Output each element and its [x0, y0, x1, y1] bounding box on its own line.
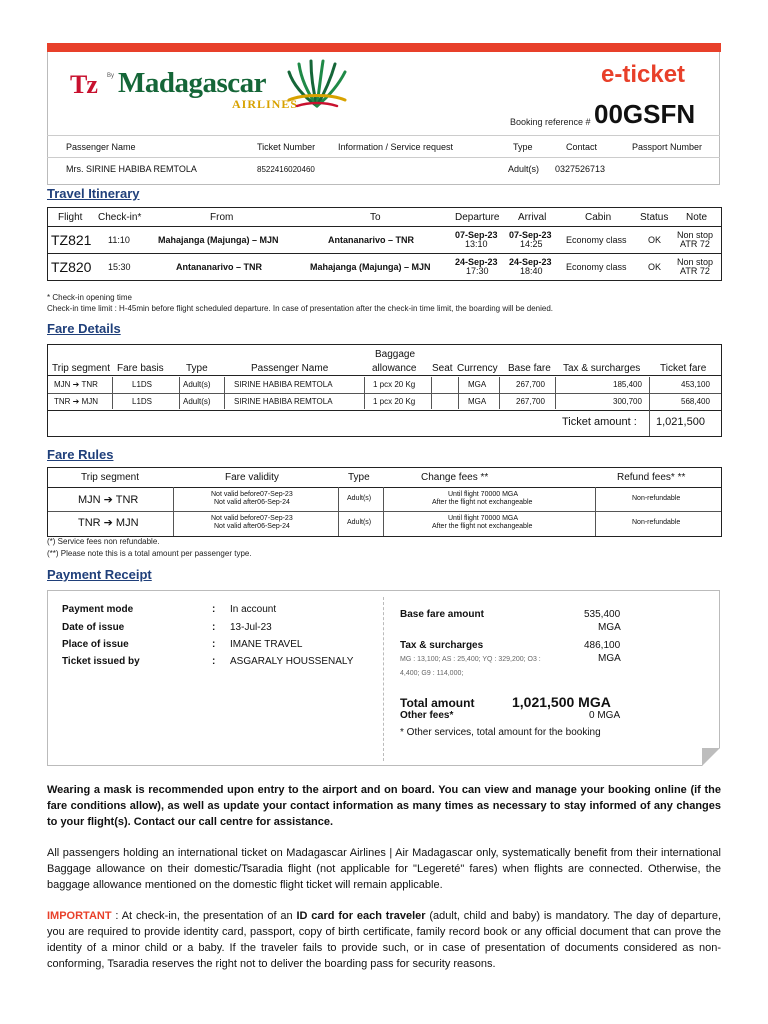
- rules-segment: MJN ➔ TNR: [78, 494, 139, 506]
- tax-label: Tax & surcharges: [400, 640, 484, 651]
- itin-dep-date: 07-Sep-23: [455, 230, 498, 240]
- other-fees-label: Other fees*: [400, 710, 454, 721]
- base-fare-currency: MGA: [598, 622, 621, 633]
- fare-segment: TNR ➔ MJN: [54, 397, 99, 406]
- itin-dep-date: 24-Sep-23: [455, 257, 498, 267]
- rules-segment: TNR ➔ MJN: [78, 517, 139, 529]
- divider: [47, 135, 720, 136]
- passenger-name: Mrs. SIRINE HABIBA REMTOLA: [66, 164, 197, 174]
- header-accent-bar: [47, 43, 721, 52]
- fare-header-baggage: Baggage: [375, 349, 416, 360]
- itinerary-note: Check-in time limit : H-45min before flight scheduled departure. In case of presentation after the check-in time limit, the boarding will be denied.: [47, 304, 554, 313]
- mask-notice: Wearing a mask is recommended upon entry to the airport and on board. You can view and manage your booking online (if the fare conditions allow), as well as update your contact information as many times as necessary to stay informed of any changes to your flight(s). Contact our call centre for assistance.: [47, 784, 721, 828]
- ticket-issued-by: ASGARALY HOUSSENALY: [230, 656, 354, 667]
- receipt-divider: [383, 597, 384, 761]
- fare-type: Adult(s): [183, 397, 211, 406]
- section-fare-rules: Fare Rules: [47, 447, 114, 462]
- ticket-issued-by-label: Ticket issued by: [62, 656, 140, 667]
- itin-dep-time: 17:30: [466, 266, 489, 276]
- fare-currency: MGA: [468, 397, 487, 406]
- itin-note: Non stop: [677, 230, 714, 240]
- rules-header-type: Type: [348, 472, 370, 483]
- rules-refund: Non-refundable: [632, 495, 681, 502]
- rules-change: After the flight not exchangeable: [432, 523, 533, 530]
- itin-cabin: Economy class: [566, 235, 627, 245]
- itin-status: OK: [648, 235, 662, 245]
- fare-baggage: 1 pcx 20 Kg: [373, 397, 416, 406]
- itin-flight: TZ820: [51, 259, 92, 275]
- fare-rules-table: [47, 467, 722, 537]
- itin-header-departure: Departure: [455, 212, 500, 223]
- section-fare-details: Fare Details: [47, 321, 121, 336]
- tax-detail: 4,400; G9 : 114,000;: [400, 670, 464, 677]
- fare-passenger: SIRINE HABIBA REMTOLA: [234, 380, 333, 389]
- itin-header-note: Note: [686, 212, 708, 223]
- fare-header-ticket: Ticket fare: [660, 363, 707, 374]
- payment-mode-label: Payment mode: [62, 604, 134, 615]
- other-fees-amount: 0 MGA: [589, 710, 621, 721]
- rules-change: After the flight not exchangeable: [432, 499, 533, 506]
- itin-checkin: 15:30: [108, 262, 131, 272]
- col-type: Type: [513, 142, 533, 152]
- important-text: (adult, child and baby) is mandatory. The day of departure, you are required to provide identity card, passport, copy of birth certificate, family record book or any official document that can prove the identity of a minor child or a baby. If the traveler fails to provide such, or in case of presentation of documents considered as non-conforming, Tsaradia reserves the right not to deliver the boarding pass for security reasons.: [47, 910, 722, 970]
- place-of-issue-label: Place of issue: [62, 639, 129, 650]
- page-curl-icon: [702, 748, 720, 766]
- fare-type: Adult(s): [183, 380, 211, 389]
- total-amount: 1,021,500 MGA: [512, 694, 611, 710]
- logo-tz: Tz: [70, 70, 97, 99]
- fare-header-allowance: allowance: [372, 363, 417, 374]
- col-info: Information / Service request: [338, 142, 454, 152]
- fare-baggage: 1 pcx 20 Kg: [373, 380, 416, 389]
- date-of-issue-label: Date of issue: [62, 622, 125, 633]
- fare-header-segment: Trip segment: [52, 363, 110, 374]
- total-amount-label: Total amount: [400, 696, 475, 710]
- section-payment-receipt: Payment Receipt: [47, 567, 152, 582]
- fare-header-basis: Fare basis: [117, 363, 164, 374]
- place-of-issue: IMANE TRAVEL: [230, 639, 303, 650]
- itin-header-flight: Flight: [58, 212, 83, 223]
- ticket-number: 8522416020460: [257, 165, 315, 174]
- itin-status: OK: [648, 262, 662, 272]
- rules-type: Adult(s): [347, 495, 372, 502]
- itin-to: Antananarivo – TNR: [328, 235, 415, 245]
- itin-note: ATR 72: [680, 239, 710, 249]
- tax-currency: MGA: [598, 653, 621, 664]
- rules-refund: Non-refundable: [632, 519, 681, 526]
- fare-base: 267,700: [516, 380, 545, 389]
- itin-from: Mahajanga (Majunga) – MJN: [158, 235, 279, 245]
- important-text: : At check-in, the presentation of an: [111, 910, 297, 922]
- fare-header-seat: Seat: [432, 363, 453, 374]
- rules-header-validity: Fare validity: [225, 472, 279, 483]
- rules-header-change: Change fees **: [421, 472, 489, 483]
- itin-header-to: To: [370, 212, 381, 223]
- itin-arr-time: 14:25: [520, 239, 543, 249]
- separator: :: [212, 656, 216, 667]
- date-of-issue: 13-Jul-23: [230, 622, 272, 633]
- fare-details-table: [47, 344, 722, 411]
- rules-change: Until flight 70000 MGA: [448, 491, 519, 498]
- itin-flight: TZ821: [51, 232, 92, 248]
- itin-note: Non stop: [677, 257, 714, 267]
- rules-validity: Not valid after06-Sep-24: [214, 523, 290, 530]
- itin-cabin: Economy class: [566, 262, 627, 272]
- itin-header-cabin: Cabin: [585, 212, 612, 223]
- fare-segment: MJN ➔ TNR: [54, 380, 98, 389]
- rules-header-segment: Trip segment: [81, 472, 139, 483]
- fare-basis: L1DS: [132, 397, 153, 406]
- col-ticket-number: Ticket Number: [257, 142, 316, 152]
- fare-tax: 300,700: [613, 397, 642, 406]
- fare-header-currency: Currency: [457, 363, 498, 374]
- itin-header-from: From: [210, 212, 234, 223]
- ticket-amount-label: Ticket amount :: [562, 416, 637, 428]
- fare-header-tax: Tax & surcharges: [563, 363, 641, 374]
- passenger-type: Adult(s): [508, 164, 540, 174]
- divider: [47, 157, 720, 158]
- passenger-contact: 0327526713: [555, 164, 606, 174]
- important-notice: [47, 908, 721, 972]
- fare-header-type: Type: [186, 363, 208, 374]
- ticket-amount-row: [47, 409, 722, 437]
- col-contact: Contact: [566, 142, 598, 152]
- fare-passenger: SIRINE HABIBA REMTOLA: [234, 397, 333, 406]
- fare-tax: 185,400: [613, 380, 642, 389]
- itinerary-note: * Check-in opening time: [47, 293, 132, 302]
- palm-logo-icon: [283, 58, 351, 114]
- rules-validity: Not valid before07-Sep-23: [211, 491, 293, 498]
- separator: :: [212, 604, 216, 615]
- fare-base: 267,700: [516, 397, 545, 406]
- itin-header-status: Status: [640, 212, 669, 223]
- fare-header-passenger: Passenger Name: [251, 363, 329, 374]
- ticket-amount: 1,021,500: [656, 416, 705, 428]
- rules-header-refund: Refund fees* **: [617, 472, 686, 483]
- tax-detail: MG : 13,100; AS : 25,400; YQ : 329,200; O3 :: [400, 656, 541, 663]
- separator: :: [212, 622, 216, 633]
- fare-ticket: 568,400: [681, 397, 710, 406]
- rules-type: Adult(s): [347, 519, 372, 526]
- separator: :: [212, 639, 216, 650]
- itin-dep-time: 13:10: [465, 239, 488, 249]
- fare-ticket: 453,100: [681, 380, 710, 389]
- logo-airlines: AIRLINES: [232, 97, 299, 111]
- itin-checkin: 11:10: [108, 235, 130, 245]
- itin-to: Mahajanga (Majunga) – MJN: [310, 262, 431, 272]
- fare-header-base: Base fare: [508, 363, 551, 374]
- itin-note: ATR 72: [680, 266, 710, 276]
- itin-arr-date: 07-Sep-23: [509, 230, 552, 240]
- tax-amount: 486,100: [584, 640, 621, 651]
- section-travel-itinerary: Travel Itinerary: [47, 186, 140, 201]
- rules-validity: Not valid before07-Sep-23: [211, 515, 293, 522]
- itin-header-checkin: Check-in*: [98, 212, 142, 223]
- important-label: IMPORTANT: [47, 910, 112, 922]
- important-bold: ID card for each traveler: [296, 910, 426, 922]
- itin-arr-date: 24-Sep-23: [509, 257, 552, 267]
- col-passenger-name: Passenger Name: [66, 142, 136, 152]
- itin-header-arrival: Arrival: [518, 212, 547, 223]
- logo-madagascar: Madagascar: [118, 67, 267, 99]
- col-passport: Passport Number: [632, 142, 703, 152]
- other-fees-note: * Other services, total amount for the booking: [400, 727, 601, 738]
- baggage-notice: All passengers holding an international ticket on Madagascar Airlines | Air Madagascar only, systematically benefit from their international Baggage allowance on their domestic/Tsaradia flight (not applicable for "Legereté" fares) when flights are connected. Otherwise, the baggage allowance mentioned on the domestic flight ticket will remain applicable.: [47, 847, 721, 891]
- eticket-title: e-ticket: [601, 61, 686, 88]
- base-fare-label: Base fare amount: [400, 609, 484, 620]
- itin-from: Antananarivo – TNR: [176, 262, 263, 272]
- payment-mode: In account: [230, 604, 277, 615]
- fare-basis: L1DS: [132, 380, 153, 389]
- rules-note: (*) Service fees non refundable.: [47, 537, 160, 546]
- booking-ref-label: Booking reference #: [510, 117, 591, 127]
- logo-by: By: [107, 73, 115, 79]
- booking-ref: 00GSFN: [594, 99, 696, 129]
- fare-currency: MGA: [468, 380, 487, 389]
- rules-note: (**) Please note this is a total amount per passenger type.: [47, 549, 252, 558]
- itin-arr-time: 18:40: [520, 266, 543, 276]
- itinerary-table: [47, 207, 722, 281]
- base-fare-amount: 535,400: [584, 609, 621, 620]
- rules-change: Until flight 70000 MGA: [448, 515, 519, 522]
- rules-validity: Not valid after06-Sep-24: [214, 499, 290, 506]
